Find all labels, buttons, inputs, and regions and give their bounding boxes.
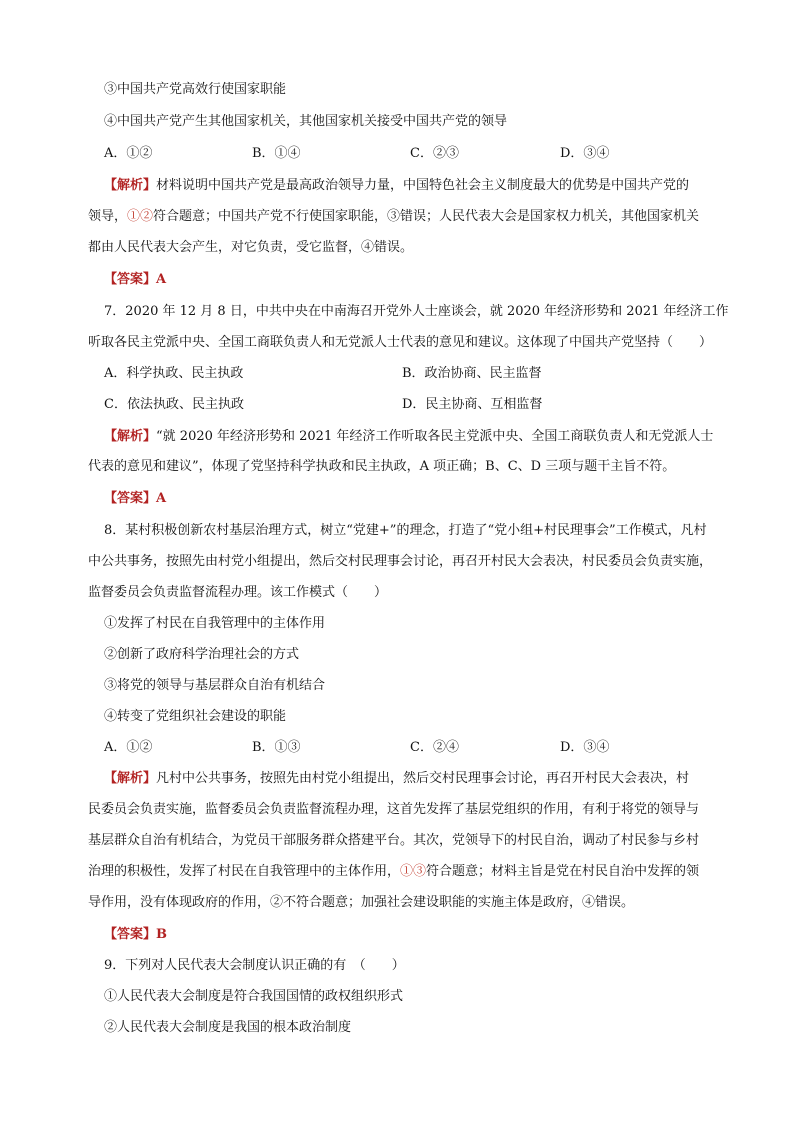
q6-option-b: B．①④: [252, 146, 301, 161]
q7-option-d: D．民主协商、互相监督: [402, 397, 543, 412]
q8-option-a: A．①②: [104, 740, 153, 755]
analysis-label: 【解析】: [104, 178, 157, 193]
q8-stem-line-3: 监督委员会负责监督流程办理。该工作模式（ ）: [88, 585, 388, 600]
q8-stem-line-2: 中公共事务，按照先由村党小组提出，然后交村民理事会讨论，再召开村民大会表决，村民委员会负责实施，: [88, 554, 713, 569]
highlight-choice: ①②: [127, 209, 154, 224]
q8-item-4: ④转变了党组织社会建设的职能: [104, 709, 287, 724]
q7-option-b: B．政治协商、民主监督: [402, 366, 542, 381]
q8-stem-line-1: 8．某村积极创新农村基层治理方式，树立“党建+”的理念，打造了“党小组+村民理事会”工作模式，凡村: [104, 523, 707, 538]
q6-option-d: D．③④: [560, 146, 610, 161]
q8-option-d: D．③④: [560, 740, 610, 755]
highlight-choice: ①③: [400, 864, 427, 879]
q8-option-b: B．①③: [252, 740, 301, 755]
q9-stem: 9．下列对人民代表大会制度认识正确的有 （ ）: [104, 958, 405, 973]
q8-analysis-line-5: 导作用，没有体现政府的作用，②不符合题意；加强社会建设职能的实施主体是政府，④错误。: [88, 895, 635, 910]
q7-option-c: C．依法执政、民主执政: [104, 397, 244, 412]
q8-option-c: C．②④: [410, 740, 459, 755]
q6-option-c: C．②③: [410, 146, 459, 161]
q6-option-a: A．①②: [104, 146, 153, 161]
q6-analysis-line-3: 都由人民代表大会产生，对它负责，受它监督，④错误。: [88, 240, 414, 255]
q8-item-1: ①发挥了村民在自我管理中的主体作用: [104, 616, 326, 631]
q8-analysis-line-4: 治理的积极性，发挥了村民在自我管理中的主体作用，①③符合题意；材料主旨是党在村民自治中发挥的领: [88, 864, 700, 879]
q8-analysis-line-2: 民委员会负责实施，监督委员会负责监督流程办理，这首先发挥了基层党组织的作用，有利于将党的领导与: [88, 802, 700, 817]
q7-answer: 【答案】A: [104, 491, 167, 506]
q8-item-2: ②创新了政府科学治理社会的方式: [104, 647, 300, 662]
q6-item-4: ④中国共产党产生其他国家机关，其他国家机关接受中国共产党的领导: [104, 114, 508, 129]
analysis-label: 【解析】: [104, 429, 157, 444]
q7-stem-line-2: 听取各民主党派中央、全国工商联负责人和无党派人士代表的意见和建议。这体现了中国共产党坚持（ ）: [88, 335, 713, 350]
q7-option-a: A．科学执政、民主执政: [104, 366, 244, 381]
q6-analysis-line-1: 【解析】材料说明中国共产党是最高政治领导力量，中国特色社会主义制度最大的优势是中国共产党的: [104, 178, 690, 193]
q9-item-1: ①人民代表大会制度是符合我国国情的政权组织形式: [104, 989, 404, 1004]
q6-answer: 【答案】A: [104, 272, 167, 287]
q8-analysis-line-3: 基层群众自治有机结合，为党员干部服务群众搭建平台。其次，党领导下的村民自治，调动了村民参与乡村: [88, 833, 700, 848]
q7-analysis-line-1: 【解析】“就 2020 年经济形势和 2021 年经济工作听取各民主党派中央、全国工商联负责人和无党派人士: [104, 429, 714, 444]
q6-item-3: ③中国共产党高效行使国家职能: [104, 82, 287, 97]
q8-answer: 【答案】B: [104, 927, 167, 942]
q8-analysis-line-1: 【解析】凡村中公共事务，按照先由村党小组提出，然后交村民理事会讨论，再召开村民大会表决，村: [104, 771, 690, 786]
q7-stem-line-1: 7．2020 年 12 月 8 日，中共中央在中南海召开党外人士座谈会，就 2020 年经济形势和 2021 年经济工作: [104, 304, 729, 319]
analysis-label: 【解析】: [104, 771, 157, 786]
q7-analysis-line-2: 代表的意见和建议”，体现了党坚持科学执政和民主执政，A 项正确；B、C、D 三项与题干主旨不符。: [88, 459, 676, 474]
q8-item-3: ③将党的领导与基层群众自治有机结合: [104, 678, 326, 693]
q9-item-2: ②人民代表大会制度是我国的根本政治制度: [104, 1020, 352, 1035]
q6-analysis-line-2: 领导，①②符合题意；中国共产党不行使国家职能，③错误；人民代表大会是国家权力机关，其他国家机关: [88, 209, 700, 224]
